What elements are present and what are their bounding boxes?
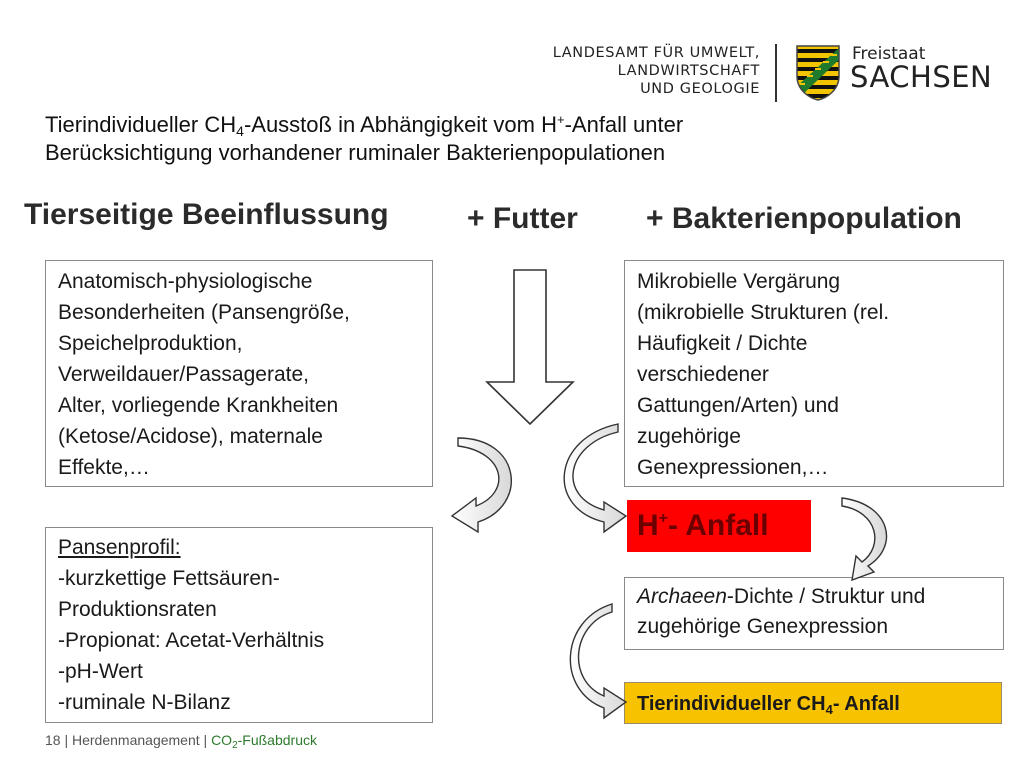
anatomie-line: Besonderheiten (Pansengröße, [58,301,350,324]
anatomie-line: Anatomisch-physiologische [58,270,313,293]
agency-name-line-3: UND GEOLOGIE [640,81,760,97]
down-arrow-futter [487,270,573,424]
archaeen-line-1: Archaeen-Dichte / Struktur und [637,585,926,608]
box-h-plus-anfall: H+- Anfall [627,500,811,552]
freistaat-label: Freistaat [852,44,926,64]
anatomie-line: Verweildauer/Passagerate, [58,363,309,386]
heading-tierseitig: Tierseitige Beeinflussung [24,198,389,231]
agency-name-line-2: LANDWIRTSCHAFT [617,63,760,79]
mikrobiell-line: Mikrobielle Vergärung [637,270,841,293]
slide-title-line-1: Tierindividueller $CH_4$-Ausstoß in Abhängigkeit vom H+-Anfall unter [45,112,684,139]
pansenprofil-line: -ruminale N-Bilanz [58,691,231,714]
pansenprofil-line: -pH-Wert [58,660,143,683]
pansenprofil-line: -kurzkettige Fettsäuren- [58,567,280,590]
footer-co2: $CO_2$-Fußabdruck [211,732,317,751]
pansenprofil-title: Pansenprofil: [58,536,181,559]
heading-bakterien: + Bakterienpopulation [646,202,962,235]
footer-topic: Herdenmanagement [72,732,200,748]
curved-arrow-archaeen-ch4 [570,604,626,718]
mikrobiell-line: zugehörige [637,425,741,448]
footer: 18 | Herdenmanagement | $CO_2$-Fußabdruck [45,732,317,751]
agency-name-line-1: LANDESAMT FÜR UMWELT, [552,45,760,61]
curved-arrow-left [452,438,511,532]
archaeen-line-2: zugehörige Genexpression [637,615,888,638]
mikrobiell-line: (mikrobielle Strukturen (rel. [637,301,890,324]
anatomie-line: Effekte,… [58,456,150,479]
anatomie-line: Speichelproduktion, [58,332,243,355]
mikrobiell-line: Häufigkeit / Dichte [637,332,808,355]
mikrobiell-line: Genexpressionen,… [637,456,829,479]
mikrobiell-line: verschiedener [637,363,769,386]
pansenprofil-line: -Propionat: Acetat-Verhältnis [58,629,325,652]
slide-title-line-2: Berücksichtigung vorhandener ruminaler Bakterienpopulationen [45,140,666,165]
sachsen-label: SACHSEN [850,60,993,94]
mikrobiell-line: Gattungen/Arten) und [637,394,839,417]
page-number: 18 [45,732,61,748]
curved-arrow-h-archaeen [842,498,887,580]
anatomie-line: (Ketose/Acidose), maternale [58,425,323,448]
anatomie-line: Alter, vorliegende Krankheiten [58,394,339,417]
pansenprofil-line: Produktionsraten [58,598,217,621]
curved-arrow-bakterien [564,424,626,532]
heading-futter: + Futter [467,202,578,235]
box-ch4-anfall: Tierindividueller $CH_4-$ Anfall [624,682,1002,724]
